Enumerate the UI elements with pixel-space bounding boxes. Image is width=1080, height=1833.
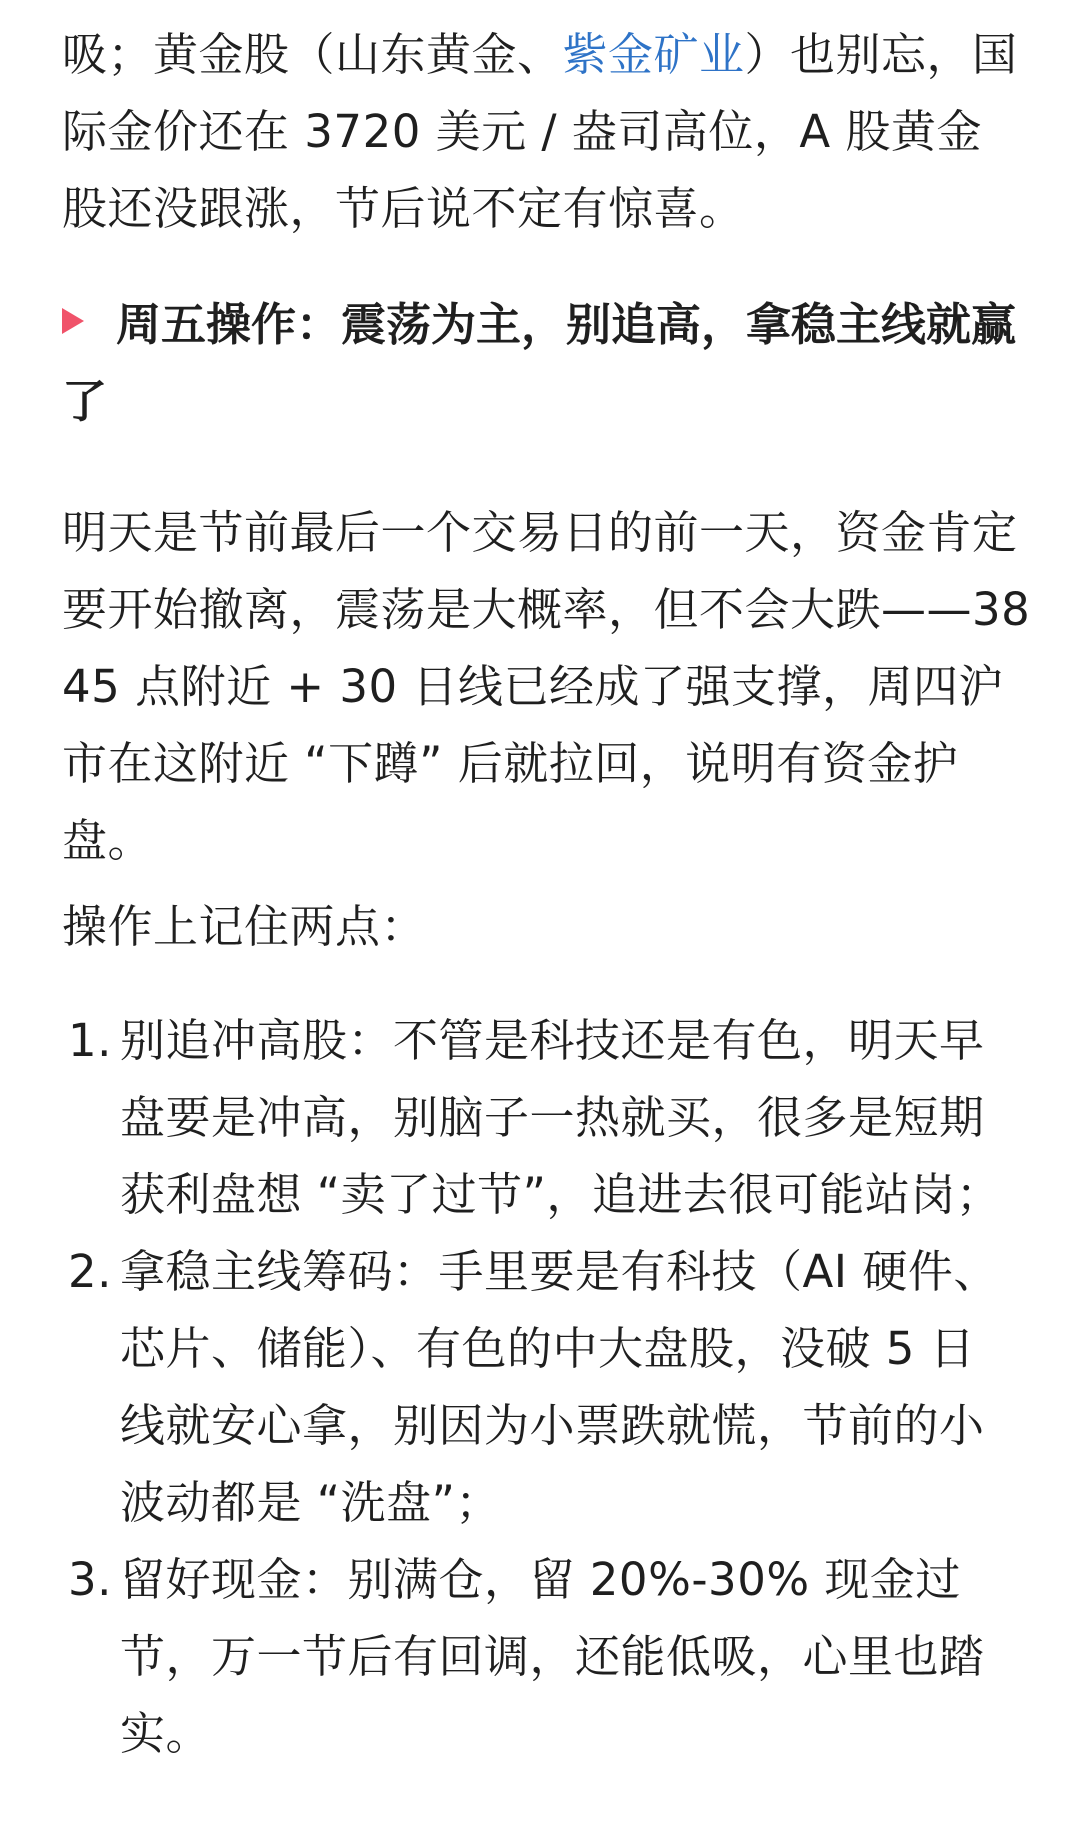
paragraph-text: 吸；黄金股（山东黄金、 <box>62 28 563 81</box>
play-triangle-icon <box>62 308 84 334</box>
list-item-text: 别追冲高股：不管是科技还是有色，明天早盘要是冲高，别脑子一热就买，很多是短期获利盘想 “卖了过节”，追进去很可能站岗； <box>120 1014 1002 1221</box>
operation-tips-list <box>62 1002 1042 1772</box>
stock-link-zijin-mining[interactable]: 紫金矿业 <box>562 28 745 81</box>
list-item <box>62 1233 1020 1541</box>
list-item-number: 1. <box>68 1014 112 1067</box>
paragraph-ops-intro: 操作上记住两点： <box>62 900 427 953</box>
list-item <box>62 1002 1020 1233</box>
section-heading <box>62 286 1022 440</box>
list-item-text: 拿稳主线筹码：手里要是有科技（AI 硬件、芯片、储能）、有色的中大盘股，没破 5 日线就安心拿，别因为小票跌就慌，节前的小波动都是 “洗盘”； <box>120 1245 999 1529</box>
list-item-number: 3. <box>68 1553 112 1606</box>
section-heading-text: 周五操作：震荡为主，别追高，拿稳主线就赢了 <box>62 298 1017 428</box>
paragraph-gold-stocks <box>62 16 1022 247</box>
paragraph-text: ）也别忘，国际金价还在 3720 美元 / 盎司高位，A 股黄金股还没跟涨，节后说不定有惊喜。 <box>62 28 1018 235</box>
list-item-text: 留好现金：别满仓，留 20%-30% 现金过节，万一节后有回调，还能低吸，心里也踏实。 <box>120 1553 985 1760</box>
paragraph-market-outlook: 明天是节前最后一个交易日的前一天，资金肯定要开始撤离，震荡是大概率，但不会大跌——3845 点附近 + 30 日线已经成了强支撑，周四沪市在这附近 “下蹲” 后就拉回，说明有资金护盘。 <box>62 506 1031 867</box>
list-item-number: 2. <box>68 1245 112 1298</box>
list-item <box>62 1541 1020 1772</box>
